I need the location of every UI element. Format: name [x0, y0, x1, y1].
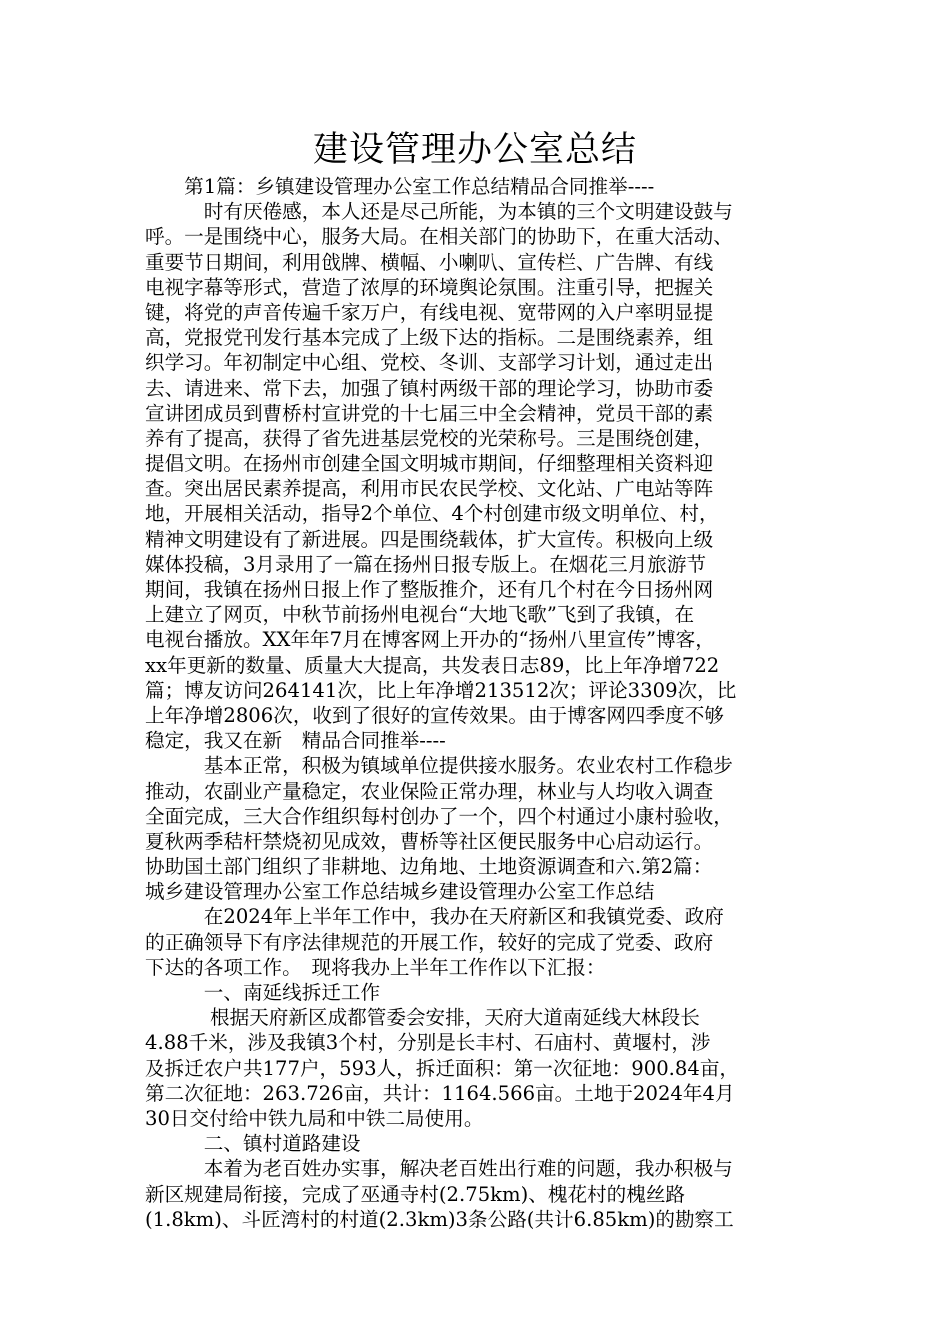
text-line: xx年更新的数量、质量大大提高，共发表日志89，比上年净增722 [145, 653, 720, 677]
text-line: 稳定，我又在新 精品合同推举---- [145, 729, 446, 753]
text-line: 查。突出居民素养提高，利用市民农民学校、文化站、广电站等阵 [145, 477, 714, 501]
text-line: 上建立了网页，中秋节前扬州电视台“大地飞歌”飞到了我镇，在 [145, 603, 695, 627]
text-line: 全面完成，三大合作组织每村创办了一个，四个村通过小康村验收， [145, 804, 733, 828]
text-line: 高，党报党刊发行基本完成了上级下达的指标。二是围绕素养，组 [145, 326, 714, 350]
text-line: 下达的各项工作。 现将我办上半年工作作以下汇报： [145, 955, 606, 979]
text-line: 城乡建设管理办公室工作总结城乡建设管理办公室工作总结 [145, 880, 655, 904]
text-line: 协助国土部门组织了非耕地、边角地、土地资源调查和六.第2篇： [145, 855, 713, 879]
text-line: 键，将党的声音传遍千家万户，有线电视、宽带网的入户率明显提 [145, 300, 714, 324]
text-line: 地，开展相关活动，指导2个单位、4个村创建市级文明单位、村， [145, 502, 719, 526]
text-line: 根据天府新区成都管委会安排，天府大道南延线大林段长 [145, 1006, 700, 1030]
text-line: 上年净增2806次，收到了很好的宣传效果。由于博客网四季度不够 [145, 703, 724, 727]
text-line: 基本正常，积极为镇域单位提供接水服务。农业农村工作稳步 [145, 754, 733, 778]
text-line: 电视台播放。XX年年7月在博客网上开办的“扬州八里宣传”博客， [145, 628, 715, 652]
text-line: (1.8km)、斗匠湾村的村道(2.3km)3条公路(共计6.85km)的勘察工 [145, 1207, 734, 1231]
text-line: 呼。一是围绕中心，服务大局。在相关部门的协助下，在重大活动、 [145, 225, 733, 249]
text-line: 重要节日期间，利用戗牌、横幅、小喇叭、宣传栏、广告牌、有线 [145, 250, 714, 274]
document-body [145, 174, 825, 1232]
text-line: 30日交付给中铁九局和中铁二局使用。 [145, 1106, 484, 1130]
text-line: 宣讲团成员到曹桥村宣讲党的十七届三中全会精神，党员干部的素 [145, 401, 714, 425]
text-line: 夏秋两季秸杆禁烧初见成效，曹桥等社区便民服务中心启动运行。 [145, 829, 714, 853]
text-line: 精神文明建设有了新进展。四是围绕载体，扩大宣传。积极向上级 [145, 527, 714, 551]
text-line: 时有厌倦感，本人还是尽己所能，为本镇的三个文明建设鼓与 [145, 200, 733, 224]
text-line: 二、镇村道路建设 [145, 1132, 361, 1156]
text-line: 提倡文明。在扬州市创建全国文明城市期间，仔细整理相关资料迎 [145, 452, 714, 476]
text-line: 本着为老百姓办实事，解决老百姓出行难的问题，我办积极与 [145, 1157, 733, 1181]
text-line: 织学习。年初制定中心组、党校、冬训、支部学习计划，通过走出 [145, 351, 714, 375]
text-line: 推动，农副业产量稳定，农业保险正常办理，林业与人均收入调查 [145, 779, 714, 803]
text-line: 电视字幕等形式，营造了浓厚的环境舆论氛围。注重引导，把握关 [145, 275, 714, 299]
text-line: 媒体投稿，3月录用了一篇在扬州日报专版上。在烟花三月旅游节 [145, 552, 707, 576]
text-line: 及拆迁农户共177户，593人，拆迁面积：第一次征地：900.84亩， [145, 1056, 740, 1080]
document-title: 建设管理办公室总结 [312, 130, 637, 170]
text-line: 一、南延线拆迁工作 [145, 981, 381, 1004]
text-line: 新区规建局衔接，完成了巫通寺村(2.75km)、槐花村的槐丝路 [145, 1182, 686, 1206]
text-line: 的正确领导下有序法律规范的开展工作，较好的完成了党委、政府 [145, 930, 714, 954]
text-line: 期间，我镇在扬州日报上作了整版推介，还有几个村在今日扬州网 [145, 578, 714, 601]
text-line: 在2024年上半年工作中，我办在天府新区和我镇党委、政府 [145, 905, 724, 929]
text-line: 第二次征地：263.726亩，共计：1164.566亩。土地于2024年4月 [145, 1081, 735, 1105]
text-line: 4.88千米，涉及我镇3个村，分别是长丰村、石庙村、黄堰村，涉 [145, 1031, 711, 1055]
text-line: 养有了提高，获得了省先进基层党校的光荣称号。三是围绕创建， [145, 426, 714, 450]
text-line: 第1篇：乡镇建设管理办公室工作总结精品合同推举---- [145, 175, 655, 198]
text-line: 去、请进来、常下去，加强了镇村两级干部的理论学习，协助市委 [145, 376, 714, 400]
text-line: 篇；博友访问264141次，比上年净增213512次；评论3309次，比 [145, 678, 737, 702]
